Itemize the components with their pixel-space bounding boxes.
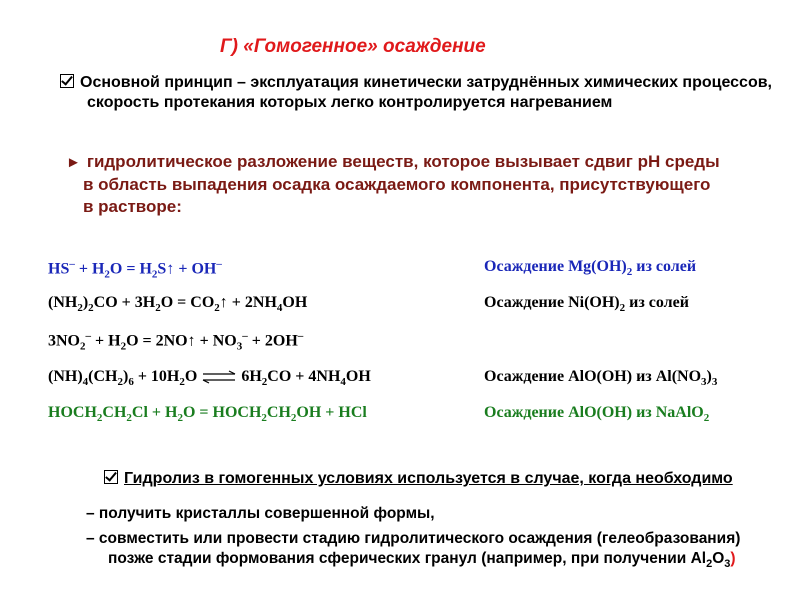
conclusion-item-2-line-2: позже стадии формования сферических гранул (например, при получении $Al_2O_3$) (108, 550, 736, 571)
reaction-5: $HOCH_2CH_2Cl + H_2O$ = $HOCH_2CH_2OH$ + HCl (48, 404, 367, 425)
precipitation-2: Осаждение $Ni(OH)_2$ из солей (484, 294, 689, 315)
principle-line-2: скорость протекания которых легко контролируется нагреванием (87, 94, 613, 111)
hydrolysis-block (66, 151, 720, 218)
triangle-bullet-icon: ► (66, 154, 81, 171)
precipitation-1: Осаждение $Mg(OH)_2$ из солей (484, 258, 697, 279)
precipitation-3: Осаждение AlO(OH) из $Al(NO_3)_3$ (484, 368, 718, 389)
hydrolysis-line-1: гидролитическое разложение веществ, которое вызывает сдвиг pH среды (86, 152, 720, 171)
checkbox-icon (104, 470, 118, 484)
reaction-3: $3NO_2^- + H_2O$ = 2NO↑ + $NO_3^- + 2OH^-$ (48, 330, 304, 353)
checkbox-icon (60, 74, 74, 88)
equilibrium-arrows-icon (201, 370, 237, 384)
reaction-1: $HS^- + H_2O$ = $H_2S↑ + OH^-$ (48, 258, 222, 281)
conclusion-item-2 (86, 529, 740, 574)
principle-line-1: Основной принцип – эксплуатация кинетически затруднённых химических процессов, (80, 74, 772, 91)
slide-title: Г) «Гомогенное» осаждение (220, 36, 486, 57)
principle-block (60, 73, 772, 113)
reaction-4: $(NH)_4(CH_2)_6 + 10H_2O$ $6H_2CO + 4NH_4OH$ (48, 368, 371, 389)
conclusion-item-1: – получить кристаллы совершенной формы, (86, 505, 435, 522)
hydrolysis-line-3: в растворе: (83, 197, 182, 216)
precipitation-4: Осаждение AlO(OH) из NaAlO$_2$ (484, 404, 710, 425)
conclusion-heading: Гидролиз в гомогенных условиях используется в случае, когда необходимо (104, 470, 733, 488)
conclusion-item-2-line-1: – совместить или провести стадию гидролитического осаждения (гелеобразования) (86, 530, 741, 547)
reaction-2: $(NH_2)_2CO + 3H_2O$ = $CO_2↑ + 2NH_4OH$ (48, 294, 308, 315)
hydrolysis-line-2: в область выпадения осадка осаждаемого компонента, присутствующего (83, 175, 711, 194)
